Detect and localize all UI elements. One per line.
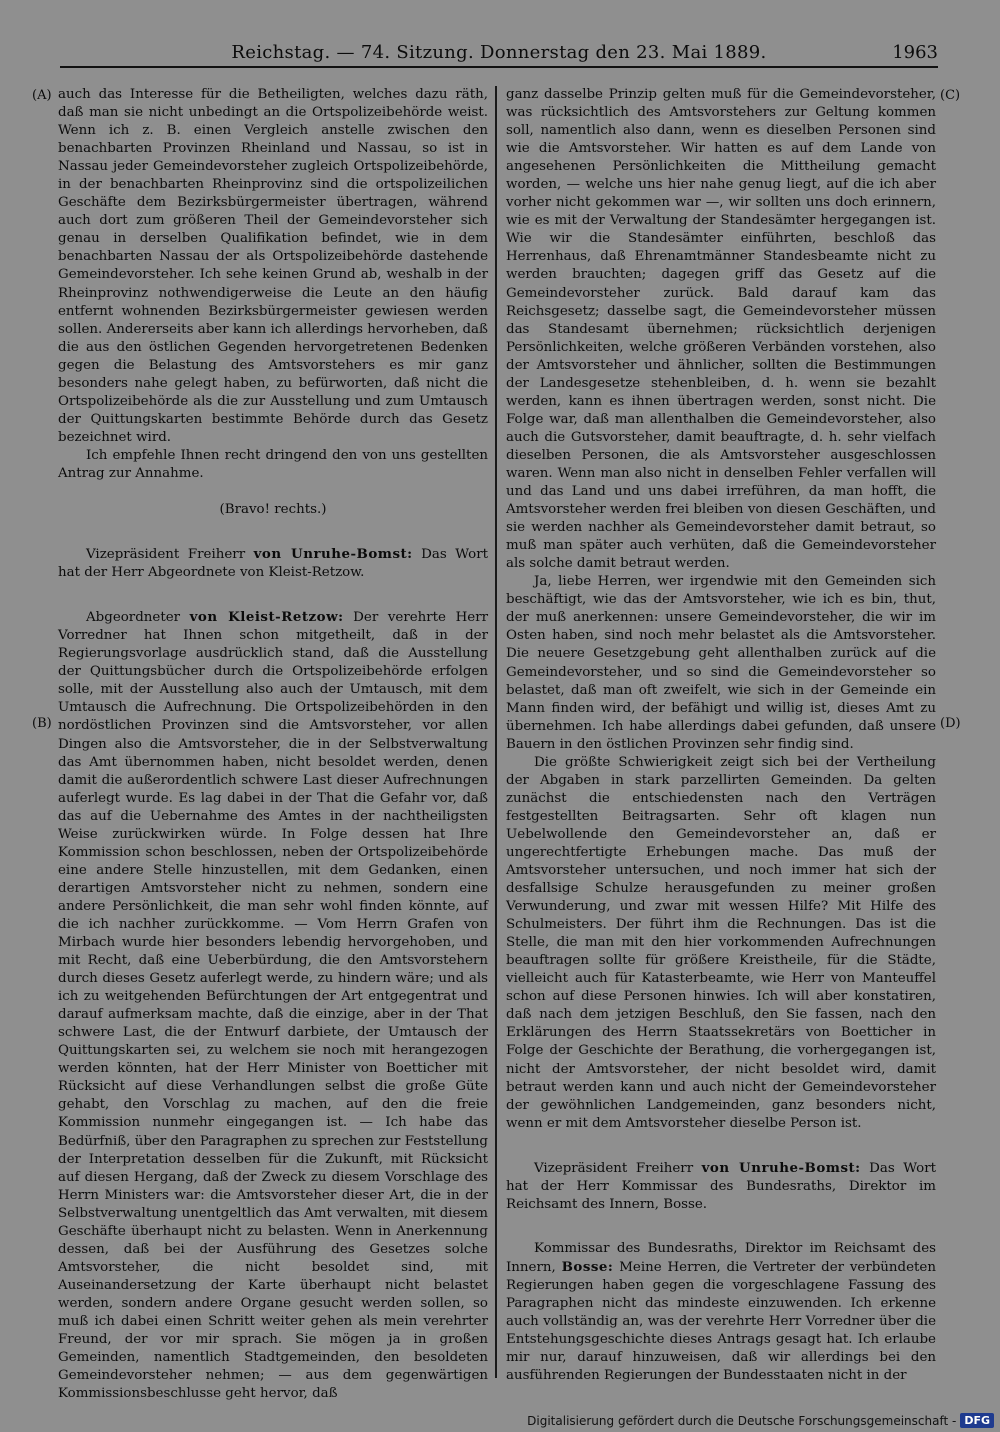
speaker-name: von Unruhe-Bomst: <box>253 546 413 563</box>
paragraph: Ich empfehle Ihnen recht dringend den von uns gestellten Antrag zur Annahme. <box>58 447 488 481</box>
speaker-paragraph: Abgeordneter von Kleist-Retzow: Der verehrte Herr Vorredner hat Ihnen schon mitgetheilt, daß in der Regierungsvorlage ausdrücklich stand, daß die Ausstellung der Quittungsbücher durch die Ortspolizeibehörde erfolgen solle, mit der Ausstellung also auch der Umtausch, mit dem Umtausch die Aufrechnung. Die Ortspolizeibehörden in den nordöstlichen Provinzen sind die Amtsvorsteher, vor allen Dingen also die Amtsvorsteher, die in der Selbstverwaltung das Amt übernommen haben, nicht besoldet werden, denen damit die außerordentlich schwere Last dieser Aufrechnungen auferlegt wurde. Es lag dabei in der That die Gefahr vor, daß das auf die Uebernahme des Amtes in der nachtheiligsten Weise zurückwirken würde. In Folge dessen hat Ihre Kommission schon beschlossen, neben der Ortspolizeibehörde eine andere Stelle hinzustellen, mit dem Gedanken, einen derartigen Amtsvorsteher nicht zu nehmen, sondern eine andere Persönlichkeit, die man sehr wohl finden könnte, auf die ich nachher zurückkomme. — Vom Herrn Grafen von Mirbach wurde hier besonders lebendig hervorgehoben, und mit Recht, daß eine Ueberbürdung, die den Amtsvorstehern durch dieses Gesetz auferlegt werde, zu hindern wäre; und als ich zu weitgehenden Befürchtungen der Art entgegentrat und darauf aufmerksam machte, daß die einzige, aber in der That schwere Last, die der Entwurf darbiete, der Umtausch der Quittungskarten sei, zu welchem sie noch mit herangezogen werden könnten, hat der Herr Minister von Boetticher mit Rücksicht auf diese Verhandlungen selbst die große Güte gehabt, den Vorschlag zu machen, auf den die freie Kommission nunmehr eingegangen ist. — Ich habe das Bedürfniß, über den Paragraphen zu sprechen zur Feststellung der Interpretation desselben für die Zukunft, mit Rücksicht auf diesen Hergang, daß der Zweck zu diesem Vorschlage des Herrn Ministers war: die Amtsvorsteher dieser Art, die in der Selbstverwaltung unentgeltlich das Amt verwalten, mit diesem Geschäfte überhaupt nicht zu belasten. Wenn in Anerkennung dessen, daß bei der Ausführung des Gesetzes solche Amtsvorsteher, die nicht besoldet sind, mit Auseinandersetzung der Karte überhaupt nicht belastet werden, sondern andere Organe gesucht werden sollen, so muß ich dabei einen Schritt weiter gehen als mein verehrter Freund, der vor mir sprach. Sie mögen ja in großen Gemeinden, namentlich Stadtgemeinden, den besoldeten Gemeindevorsteher nehmen; — aus dem gegenwärtigen Kommissionsbeschlusse geht hervor, daß <box>58 609 488 1402</box>
page-header <box>60 40 938 68</box>
page-number: 1963 <box>892 42 938 63</box>
header-rule <box>60 66 938 68</box>
applause-note: (Bravo! rechts.) <box>219 502 327 518</box>
margin-marker-d: (D) <box>940 716 961 731</box>
margin-marker-a: (A) <box>32 88 52 103</box>
paragraph: Ja, liebe Herren, wer irgendwie mit den Gemeinden sich beschäftigt, wie das der Amtsvorsteher, wie ich es bin, thut, der muß anerkennen: unsere Gemeindevorsteher, die wir im Osten haben, sind noch mehr belastet als die Amtsvorsteher. Die neuere Gesetzgebung geht allenthalben zurück auf die Gemeindevorsteher, und so sind die Gemeindevorsteher so belastet, daß man oft zweifelt, wie sich in der Gemeinde ein Mann finden wird, der befähigt und willig ist, dieses Amt zu übernehmen. Ich habe allerdings dabei gefunden, daß unsere Bauern in den östlichen Provinzen sehr findig sind. <box>506 574 936 752</box>
margin-marker-c: (C) <box>940 88 961 103</box>
paragraph: ganz dasselbe Prinzip gelten muß für die Gemeindevorsteher, was rücksichtlich des Amtsvorstehers zur Geltung kommen soll, namentlich also dann, wenn es dieselben Personen sind wie die Amtsvorsteher. Wir hatten es auf dem Lande von angesehenen Persönlichkeiten die Mittheilung gemacht worden, — welche uns hier nahe genug liegt, auf die ich aber vorher nicht gekommen war —, wir sollten uns doch erinnern, wie es mit der Verwaltung der Standesämter hergegangen ist. Wie wir die Standesämter einführten, beschloß das Herrenhaus, daß Ehrenamtmänner Standesbeamte nicht zu werden brauchten; dagegen griff das Gesetz auf die Gemeindevorsteher zurück. Bald darauf kam das Reichsgesetz; dasselbe sagt, die Gemeindevorsteher müssen das Standesamt übernehmen; rücksichtlich derjenigen Persönlichkeiten, welche größeren Verbänden vorstehen, also der Amtsvorsteher und ähnlicher, sollten die Bestimmungen der Landesgesetze stehenbleiben, d. h. wenn sie bezahlt werden, kann es ihnen übertragen werden, sonst nicht. Die Folge war, daß man allenthalben die Gemeindevorsteher, also auch die Gutsvorsteher, damit beauftragte, d. h. sehr vielfach dieselben Personen, die als Amtsvorsteher ausgeschlossen waren. Wenn man also nicht in denselben Fehler verfallen will und das Land und uns dabei irreführen, da man hofft, die Amtsvorsteher werden frei bleiben von diesen Geschäften, und sie werden nachher als Gemeindevorsteher damit betraut, so muß man später auch verhüten, daß die Gemeindevorsteher als solche damit betraut werden. <box>506 87 936 572</box>
left-column <box>58 86 488 1403</box>
speaker-paragraph: Vizepräsident Freiherr von Unruhe-Bomst: Das Wort hat der Herr Abgeordnete von Kleist-Retzow. <box>58 546 488 581</box>
margin-marker-b: (B) <box>32 716 52 731</box>
speaker-paragraph: Vizepräsident Freiherr von Unruhe-Bomst: Das Wort hat der Herr Kommissar des Bundesraths, Direktor im Reichsamt des Innern, Bosse. <box>506 1159 936 1212</box>
running-title: Reichstag. — 74. Sitzung. Donnerstag den 23. Mai 1889. <box>231 42 767 63</box>
speaker-paragraph: Kommissar des Bundesraths, Direktor im Reichsamt des Innern, Bosse: Meine Herren, die Vertreter der verbündeten Regierungen haben gegen die vorgeschlagene Fassung des Paragraphen nicht das mindeste einzuwenden. Ich erkenne auch vollständig an, was der verehrte Herr Vorredner über die Entstehungsgeschichte dieses Antrags gesagt hat. Ich erlaube mir nur, darauf hinzuweisen, daß wir allerdings bei den ausführenden Regierungen der Bundesstaaten nicht in der <box>506 1240 936 1384</box>
footer-credit <box>527 1413 994 1428</box>
speaker-name: von Unruhe-Bomst: <box>701 1159 861 1176</box>
right-column <box>506 86 936 1385</box>
footer-text: Digitalisierung gefördert durch die Deutsche Forschungsgemeinschaft - <box>527 1413 957 1428</box>
paragraph: auch das Interesse für die Betheiligten, welches dazu räth, daß man sie nicht unbedingt an die Ortspolizeibehörde weist. Wenn ich z. B. einen Vergleich anstelle zwischen den benachbarten Provinzen Rheinland und Nassau, so ist in Nassau jeder Gemeindevorsteher zugleich Ortspolizeibehörde, in der benachbarten Rheinprovinz sind die ortspolizeilichen Geschäfte dem Bezirksbürgermeister übertragen, während auch dort zum größeren Theil der Gemeindevorsteher sich genau in derselben Qualifikation befindet, wie in dem benachbarten Nassau der als Ortspolizeibehörde dastehende Gemeindevorsteher. Ich sehe keinen Grund ab, weshalb in der Rheinprovinz nothwendigerweise die Leute an den häufig entfernt wohnenden Bezirksbürgermeister gewiesen werden sollen. Andererseits aber kann ich allerdings hervorheben, daß die aus den östlichen Gegenden hervorgetretenen Bedenken gegen die Belastung des Amtsvorstehers es mir ganz besonders nahe gelegt haben, zu befürworten, daß nicht die Ortspolizeibehörde als die zur Ausstellung und zum Umtausch der Quittungskarten bestimmte Behörde durch das Gesetz bezeichnet wird. <box>58 87 488 445</box>
speaker-name: Bosse: <box>561 1258 614 1275</box>
paragraph: Die größte Schwierigkeit zeigt sich bei der Vertheilung der Abgaben in stark parzellirten Gemeinden. Da gelten zunächst die entschiedensten nach den Verträgen festgestellten Beitragsarten. Sehr oft klagen nun Uebelwollende den Gemeindevorsteher an, daß er ungerechtfertigte Erhebungen mache. Das muß der Amtsvorsteher untersuchen, und noch immer hat sich der desfallsige Schulze herausgefunden zu meiner großen Verwunderung, und zwar mit wessen Hilfe? Mit Hilfe des Schulmeisters. Der führt ihm die Rechnungen. Das ist die Stelle, die man mit den hier vorkommenden Aufrechnungen beauftragen sollte für größere Kreistheile, für die Städte, vielleicht auch für Katasterbeamte, wie Herr von Manteuffel schon auf diese Personen hinwies. Ich will aber konstatiren, daß nach dem jetzigen Beschluß, den Sie fassen, nach den Erklärungen des Herrn Staatssekretärs von Boetticher in Folge der Geschichte der Berathung, die vorhergegangen ist, nicht der Amtsvorsteher, der nicht besoldet wird, damit betraut werden kann und auch nicht der Gemeindevorsteher der gewöhnlichen Landgemeinden, ganz besonders nicht, wenn er mit dem Amtsvorsteher dieselbe Person ist. <box>506 754 936 1131</box>
speaker-name: von Kleist-Retzow: <box>189 609 344 626</box>
column-divider <box>495 86 497 1378</box>
dfg-logo[interactable]: DFG <box>960 1413 994 1428</box>
